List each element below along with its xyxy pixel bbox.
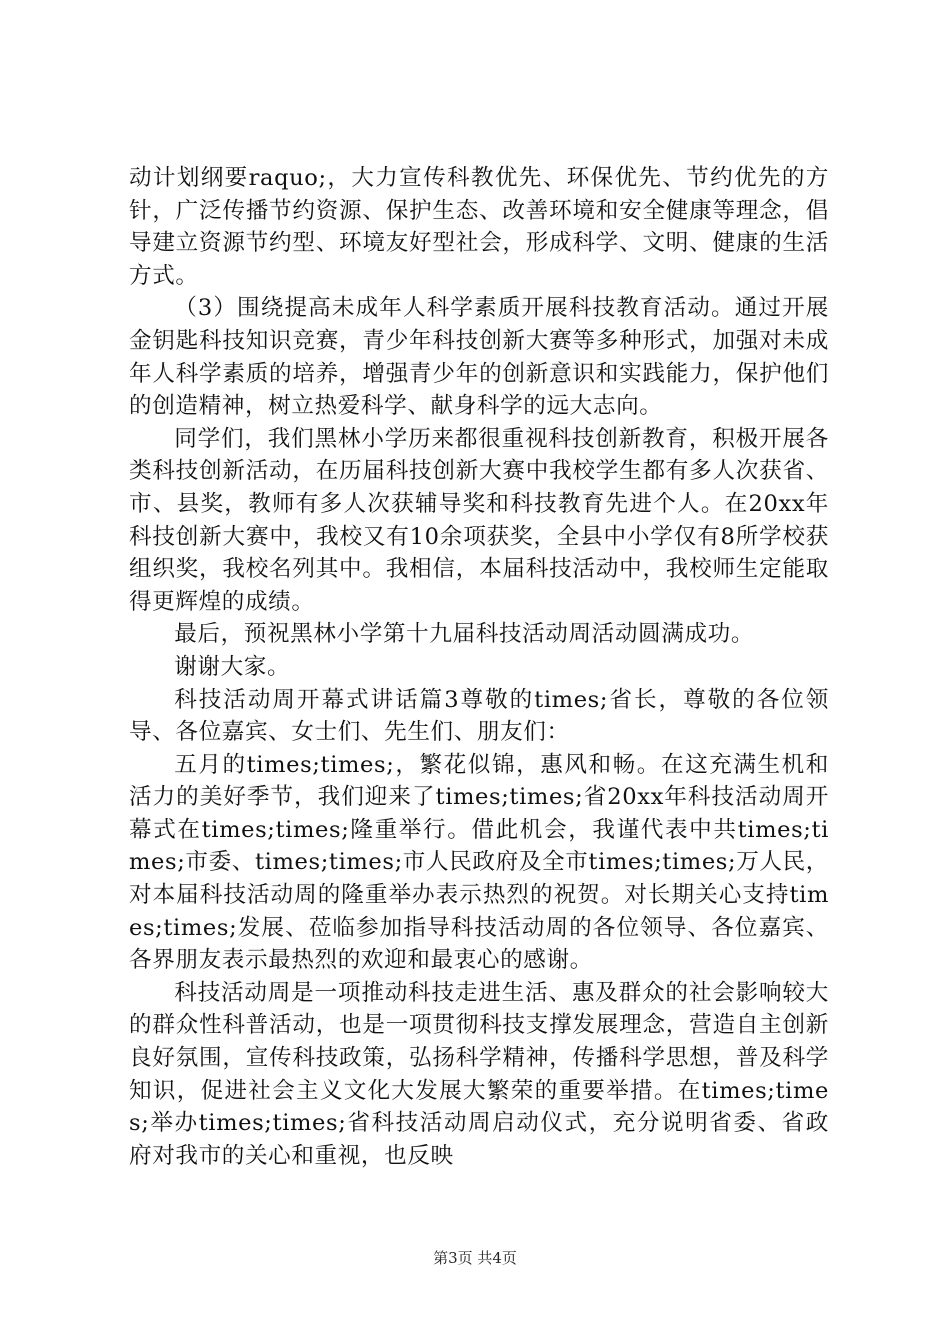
paragraph-7: 五月的times;times;，繁花似锦，惠风和畅。在这充满生机和活力的美好季节，我们迎来了times;times;省20xx年科技活动周开幕式在times;times;隆重举行。借此机会，我谨代表中共times;times;市委、times;times;市人民政府及全市times;times;万人民，对本届科技活动周的隆重举办表示热烈的祝贺。对长期关心支持times;times;发展、莅临参加指导科技活动周的各位领导、各位嘉宾、各界朋友表示最热烈的欢迎和最衷心的感谢。 — [129, 751, 829, 974]
paragraph-8: 科技活动周是一项推动科技走进生活、惠及群众的社会影响较大的群众性科普活动，也是一项贯彻科技支撑发展理念，营造自主创新良好氛围，宣传科技政策，弘扬科学精神，传播科学思想，普及科学知识，促进社会主义文化大发展大繁荣的重要举措。在times;times;举办times;times;省科技活动周启动仪式，充分说明省委、省政府对我市的关心和重视，也反映 — [129, 979, 829, 1169]
document-body — [129, 162, 829, 1172]
paragraph-3: 同学们，我们黑林小学历来都很重视科技创新教育，积极开展各类科技创新活动，在历届科技创新大赛中我校学生都有多人次获省、市、县奖，教师有多人次获辅导奖和科技教育先进个人。在20xx年科技创新大赛中，我校又有10余项获奖，全县中小学仅有8所学校获组织奖，我校名列其中。我相信，本届科技活动中，我校师生定能取得更辉煌的成绩。 — [129, 425, 829, 615]
paragraph-4: 最后，预祝黑林小学第十九届科技活动周活动圆满成功。 — [174, 621, 755, 648]
paragraph-1: 动计划纲要raquo;，大力宣传科教优先、环保优先、节约优先的方针，广泛传播节约资源、保护生态、改善环境和安全健康等理念，倡导建立资源节约型、环境友好型社会，形成科学、文明、健康的生活方式。 — [129, 165, 829, 289]
page-footer — [0, 1248, 950, 1268]
page-number: 第3页 共4页 — [433, 1249, 517, 1267]
paragraph-6: 科技活动周开幕式讲话篇3尊敬的times;省长，尊敬的各位领导、各位嘉宾、女士们、先生们、朋友们： — [129, 686, 829, 746]
paragraph-2: （3）围绕提高未成年人科学素质开展科技教育活动。通过开展金钥匙科技知识竞赛，青少年科技创新大赛等多种形式，加强对未成年人科学素质的培养，增强青少年的创新意识和实践能力，保护他们的创造精神，树立热爱科学、献身科学的远大志向。 — [129, 295, 829, 420]
paragraph-5: 谢谢大家。 — [174, 653, 291, 680]
